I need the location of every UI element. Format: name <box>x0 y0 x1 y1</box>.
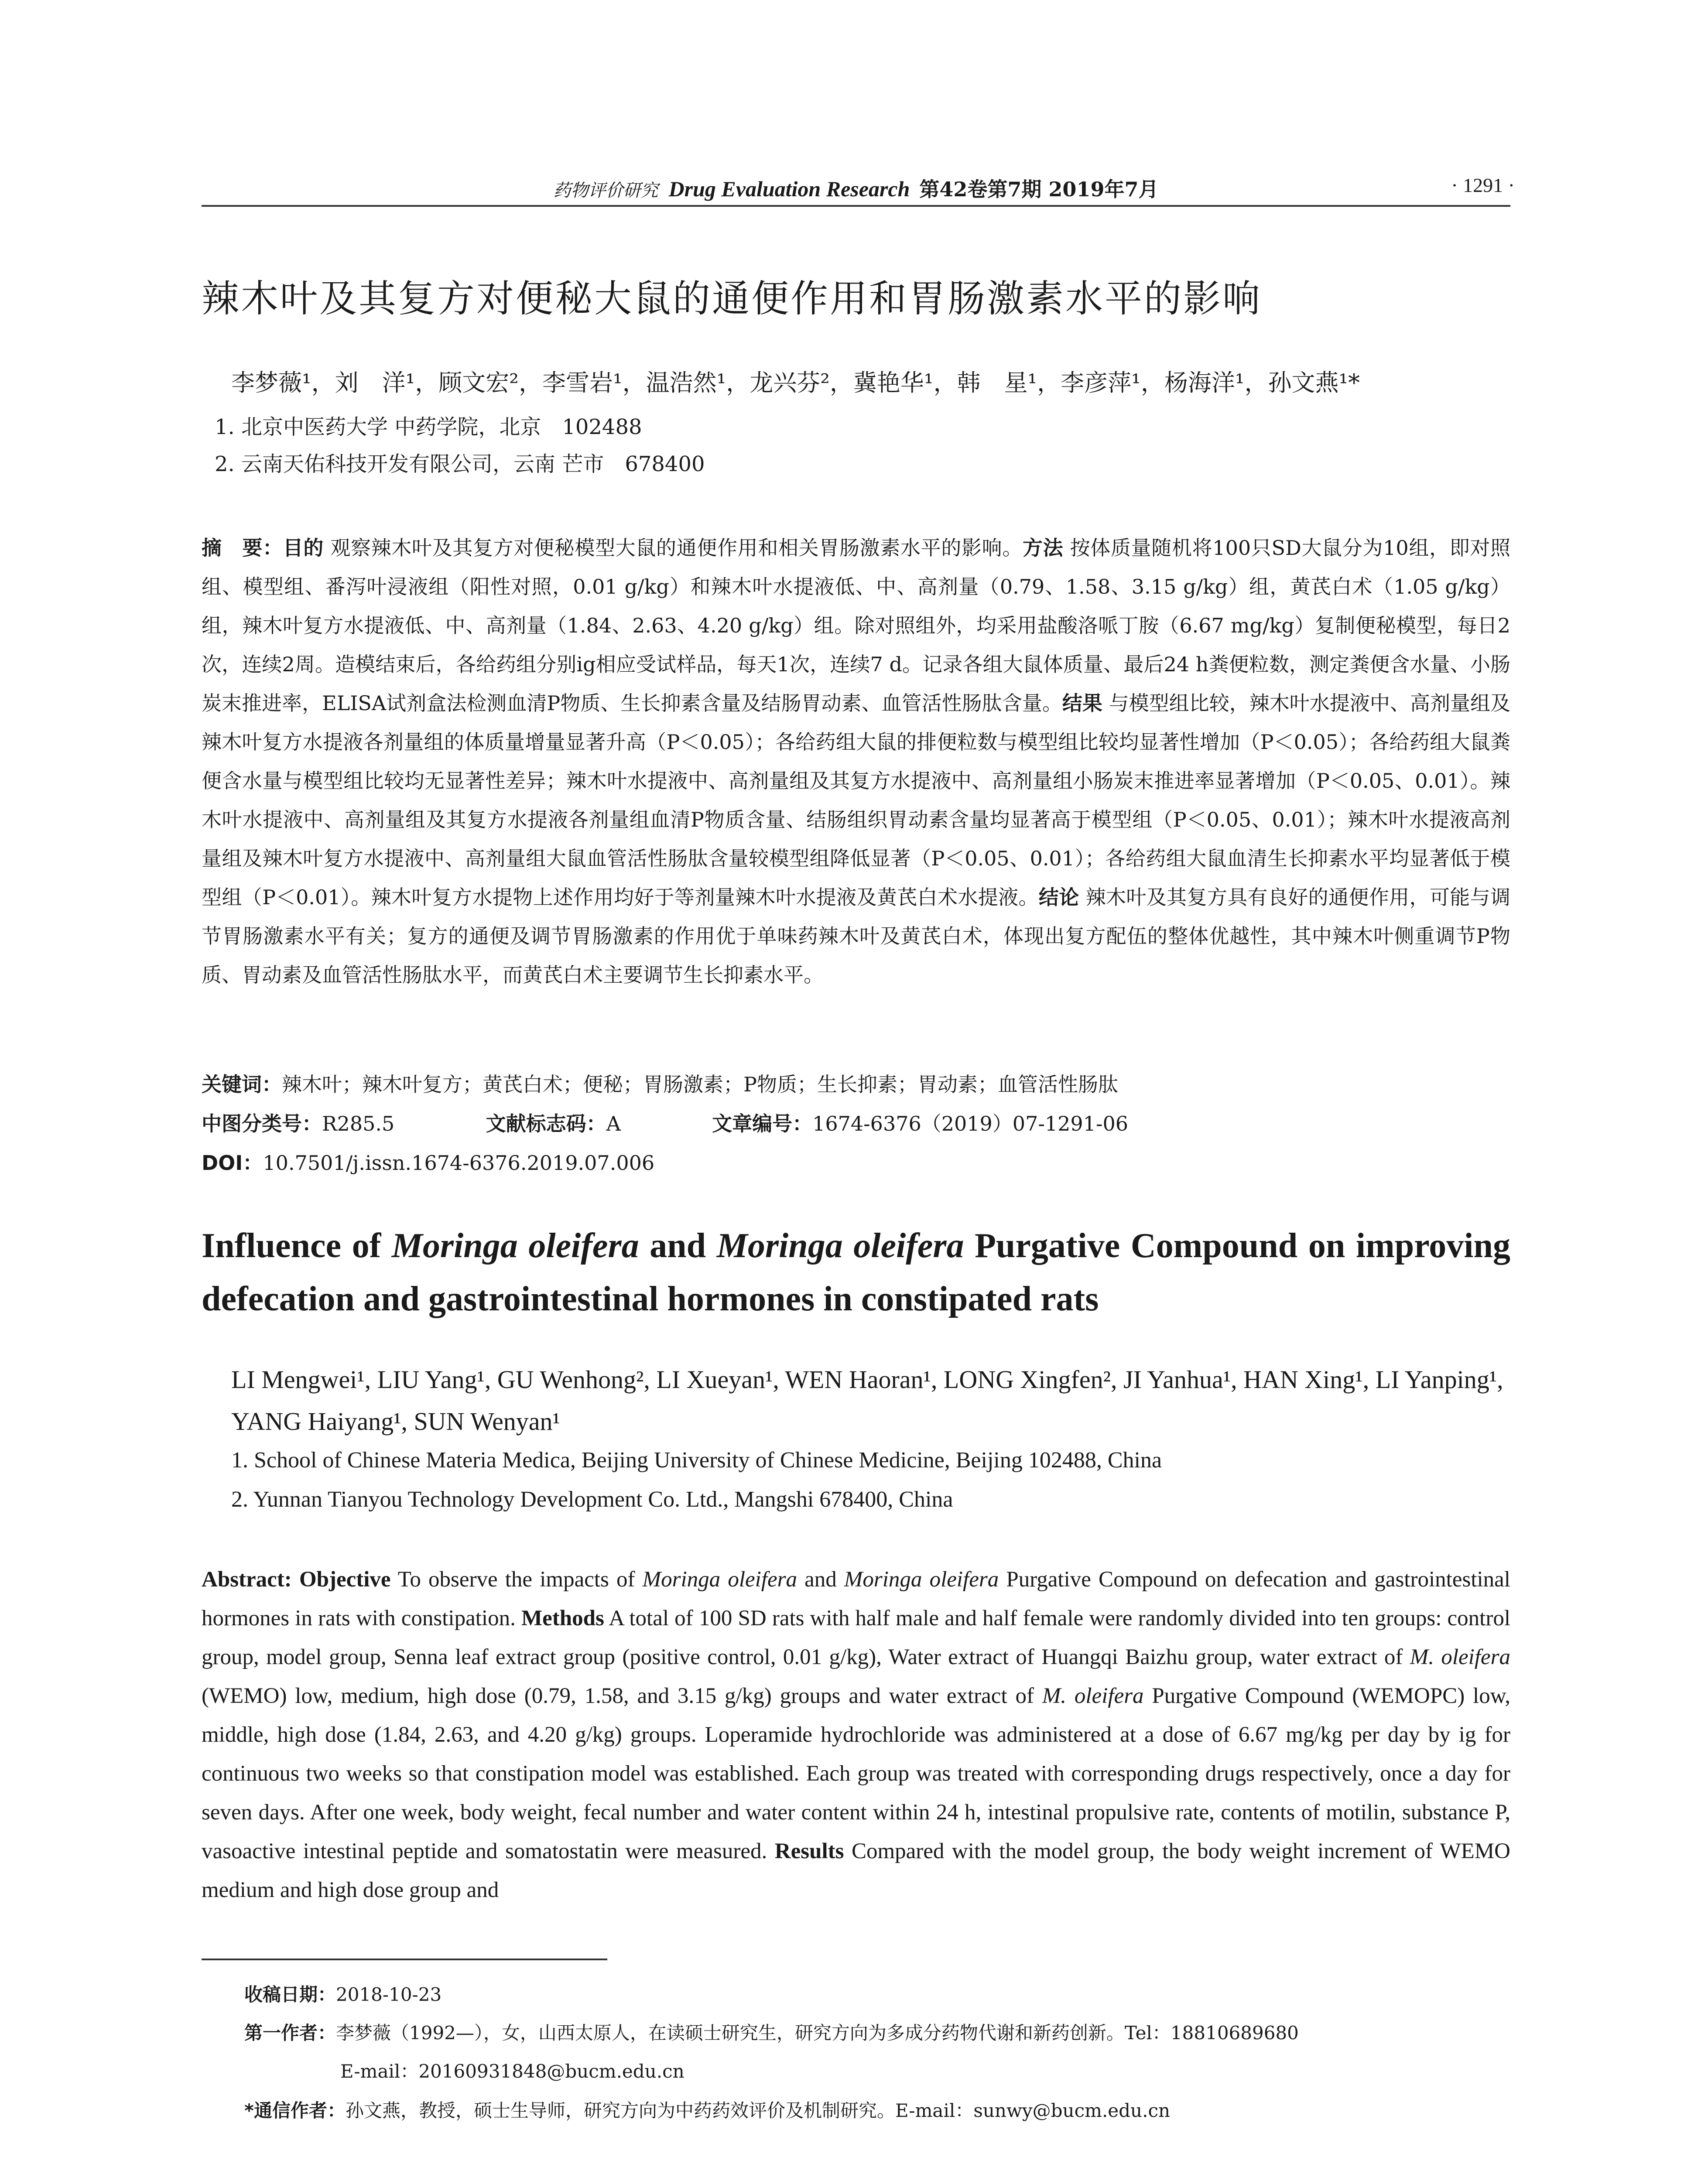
en-species-name: Moringa oleifera <box>642 1567 797 1592</box>
en-abstract <box>202 1560 1510 1910</box>
doc-code-value: A <box>606 1112 621 1135</box>
corresponding-text: 孙文燕，教授，硕士生导师，研究方向为中药药效评价及机制研究。E-mail：sunwy@bucm.edu.cn <box>345 2100 1171 2121</box>
en-species-name: M. oleifera <box>1410 1645 1510 1669</box>
en-objective-label: Objective <box>299 1567 391 1592</box>
cn-classification <box>202 1108 1128 1137</box>
en-authors: LI Mengwei¹, LIU Yang¹, GU Wenhong², LI Xueyan¹, WEN Haoran¹, LONG Xingfen², JI Yanhua¹, HAN Xing¹, LI Yanping¹, YANG Haiyang¹, SUN Wenyan¹ <box>231 1365 1503 1436</box>
en-title <box>202 1219 1510 1326</box>
en-title-part: Influence of <box>202 1227 392 1265</box>
cn-result-label: 结果 <box>1062 691 1102 715</box>
cn-authors: 李梦薇¹，刘 洋¹，顾文宏²，李雪岩¹，温浩然¹，龙兴芬²，冀艳华¹，韩 星¹，李彦萍¹，杨海洋¹，孙文燕¹* <box>231 369 1360 397</box>
page-number: · 1291 · <box>1451 174 1515 196</box>
cn-method-text: 按体质量随机将100只SD大鼠分为10组，即对照组、模型组、番泻叶浸液组（阳性对照，0.01 g/kg）和辣木叶水提液低、中、高剂量（0.79、1.58、3.15 g/kg）组，黄芪白术（1.05 g/kg）组，辣木叶复方水提液低、中、高剂量（1.84、2.63、4.20 g/kg）组。除对照组外，均采用盐酸洛哌丁胺（6.67 mg/kg）复制便秘模型，每日2次，连续2周。造模结束后，各给药组分别ig相应受试样品，每天1次，连续7 d。记录各组大鼠体质量、最后24 h粪便粒数，测定粪便含水量、小肠炭末推进率，ELISA试剂盒法检测血清P物质、生长抑素含量及结肠胃动素、血管活性肠肽含量。 <box>202 536 1511 715</box>
footnote-first-author <box>244 2019 1299 2045</box>
footnote-rule <box>202 1959 607 1960</box>
header-journal-line <box>202 174 1510 202</box>
clc-label: 中图分类号： <box>202 1112 322 1135</box>
en-methods-text: Purgative Compound (WEMOPC) low, middle, high dose (1.84, 2.63, and 4.20 g/kg) groups. Loperamide hydrochloride was administered at a dose of 6.67 mg/kg per day by ig for continuous two weeks so that constipation model was established. Each group was treated with corresponding drugs respectively, once a day for seven days. After one week, body weight, fecal number and water content within 24 h, intestinal propulsive rate, contents of motilin, substance P, vasoactive intestinal peptide and somatostatin were measured. <box>202 1684 1510 1863</box>
issue-info: 第42卷第7期 2019年7月 <box>919 178 1159 201</box>
doc-code-label: 文献标志码： <box>486 1112 606 1135</box>
footnote-corresponding <box>244 2096 1170 2123</box>
en-methods-label: Methods <box>521 1606 604 1631</box>
journal-name: Drug Evaluation Research <box>668 177 910 201</box>
cn-keywords-label: 关键词： <box>202 1073 282 1096</box>
cn-abstract <box>202 529 1510 995</box>
article-no-label: 文章编号： <box>712 1112 813 1135</box>
cn-title: 辣木叶及其复方对便秘大鼠的通便作用和胃肠激素水平的影响 <box>202 277 1262 321</box>
cn-affiliation-2: 2. 云南天佑科技开发有限公司，云南 芒市 678400 <box>215 452 705 476</box>
en-species-name: Moringa oleifera <box>844 1567 999 1592</box>
en-species-name: M. oleifera <box>1042 1684 1144 1708</box>
running-header <box>202 174 1515 201</box>
cn-method-label: 方法 <box>1023 536 1064 560</box>
received-label: 收稿日期： <box>244 1984 336 2005</box>
en-abstract-label: Abstract: <box>202 1567 292 1592</box>
received-date: 2018-10-23 <box>336 1984 442 2005</box>
first-author-text: 李梦薇（1992—），女，山西太原人，在读硕士研究生，研究方向为多成分药物代谢和新药创新。Tel：18810689680 <box>336 2022 1299 2044</box>
cn-doi <box>202 1147 654 1176</box>
cn-objective-label: 目的 <box>283 536 324 560</box>
en-results-text: Compared with the model group, the body weight increment of WEMO medium and high dose group and <box>202 1839 1511 1902</box>
article-no-value: 1674-6376（2019）07-1291-06 <box>812 1112 1129 1135</box>
en-affiliation-1: 1. School of Chinese Materia Medica, Beijing University of Chinese Medicine, Beijing 102488, China <box>231 1448 1162 1473</box>
corresponding-label: *通信作者： <box>244 2100 346 2121</box>
en-objective-text: To observe the impacts of <box>390 1567 643 1592</box>
cn-keywords-text: 辣木叶；辣木叶复方；黄芪白术；便秘；胃肠激素；P物质；生长抑素；胃动素；血管活性肠肽 <box>282 1073 1118 1096</box>
cn-abstract-label: 摘 要： <box>202 536 283 560</box>
cn-keywords <box>202 1069 1118 1097</box>
en-title-part: and <box>639 1227 717 1265</box>
en-title-species: Moringa oleifera <box>716 1227 964 1265</box>
cn-objective-text: 观察辣木叶及其复方对便秘模型大鼠的通便作用和相关胃肠激素水平的影响。 <box>330 536 1023 560</box>
clc-value: R285.5 <box>322 1112 395 1135</box>
doi-label: DOI： <box>202 1151 263 1175</box>
cn-conclusion-label: 结论 <box>1038 885 1079 909</box>
en-objective-text: and <box>797 1567 844 1592</box>
header-rule <box>202 205 1510 207</box>
cn-affiliation-1: 1. 北京中医药大学 中药学院，北京 102488 <box>215 415 642 439</box>
en-methods-text: A total of 100 SD rats with half male and half female were randomly divided into ten groups: control group, model group, Senna leaf extract group (positive control, 0.01 g/kg), Water extract of Huangqi Baizhu group, water extract of <box>202 1606 1510 1669</box>
first-author-label: 第一作者： <box>244 2022 336 2044</box>
cn-result-text: 与模型组比较，辣木叶水提液中、高剂量组及辣木叶复方水提液各剂量组的体质量增量显著升高（P＜0.05）；各给药组大鼠的排便粒数与模型组比较均显著性增加（P＜0.05）；各给药组大鼠粪便含水量与模型组比较均无显著性差异；辣木叶水提液中、高剂量组及其复方水提液中、高剂量组小肠炭末推进率显著增加（P＜0.05、0.01）。辣木叶水提液中、高剂量组及其复方水提液各剂量组血清P物质含量、结肠组织胃动素含量均显著高于模型组（P＜0.05、0.01）；辣木叶水提液高剂量组及辣木叶复方水提液中、高剂量组大鼠血管活性肠肽含量较模型组降低显著（P＜0.05、0.01）；各给药组大鼠血清生长抑素水平均显著低于模型组（P＜0.01）。辣木叶复方水提物上述作用均好于等剂量辣木叶水提液及黄芪白术水提液。 <box>202 691 1511 909</box>
cn-conclusion-text: 辣木叶及其复方具有良好的通便作用，可能与调节胃肠激素水平有关；复方的通便及调节胃肠激素的作用优于单味药辣木叶及黄芪白术，体现出复方配伍的整体优越性，其中辣木叶侧重调节P物质、胃动素及血管活性肠肽水平，而黄芪白术主要调节生长抑素水平。 <box>202 885 1511 987</box>
doi-value: 10.7501/j.issn.1674-6376.2019.07.006 <box>263 1151 655 1175</box>
en-affiliation-2: 2. Yunnan Tianyou Technology Development Co. Ltd., Mangshi 678400, China <box>231 1487 953 1512</box>
en-methods-text: (WEMO) low, medium, high dose (0.79, 1.58, and 3.15 g/kg) groups and water extract of <box>202 1684 1042 1708</box>
en-results-label: Results <box>774 1839 844 1863</box>
journal-masthead: 药物评价研究 <box>553 181 658 201</box>
en-objective-text: Purgative Compound on defecation and gastrointestinal hormones in rats with constipation. <box>202 1567 1510 1631</box>
en-title-part: Purgative Compound on improving defecation and gastrointestinal hormones in constipated rats <box>202 1227 1511 1318</box>
footnote-first-author-email: E-mail：20160931848@bucm.edu.cn <box>340 2061 685 2082</box>
en-title-species: Moringa oleifera <box>391 1227 639 1265</box>
footnote-received <box>244 1980 442 2007</box>
